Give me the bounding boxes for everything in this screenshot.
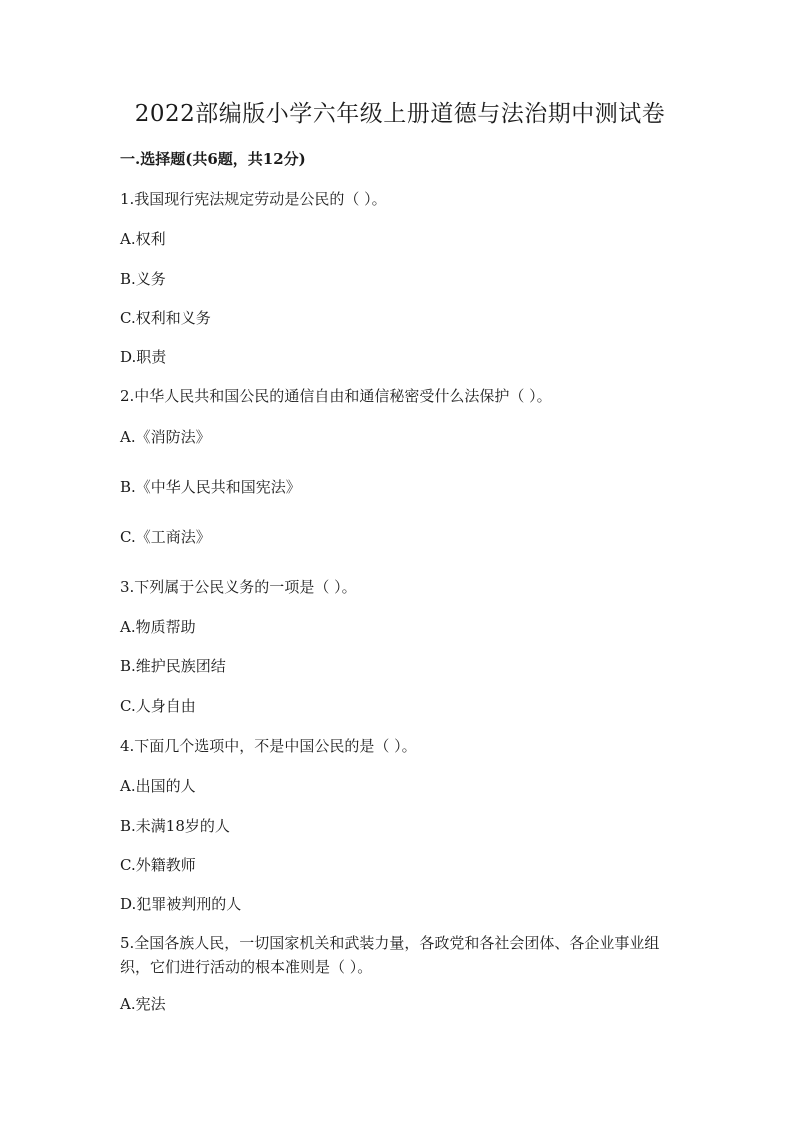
question-2-option-c: C.《工商法》	[120, 528, 211, 546]
question-2-option-b: B.《中华人民共和国宪法》	[120, 478, 301, 496]
question-3-option-a: A.物质帮助	[120, 618, 196, 636]
question-5-option-a: A.宪法	[120, 995, 166, 1013]
question-4-option-a: A.出国的人	[120, 777, 196, 795]
question-1-option-b: B.义务	[120, 270, 166, 288]
question-2-option-a: A.《消防法》	[120, 428, 211, 446]
question-4-stem: 4.下面几个选项中，不是中国公民的是（ ）。	[120, 737, 417, 755]
question-4-option-c: C.外籍教师	[120, 856, 196, 874]
question-1-stem: 1.我国现行宪法规定劳动是公民的（ ）。	[120, 190, 387, 208]
question-1-option-a: A.权利	[120, 230, 166, 248]
question-5-stem: 5.全国各族人民，一切国家机关和武装力量，各政党和各社会团体、各企业事业组织，它们进行活动的根本准则是（ ）。	[120, 934, 660, 976]
question-3-stem: 3.下列属于公民义务的一项是（ ）。	[120, 578, 357, 596]
question-3-option-c: C.人身自由	[120, 697, 196, 715]
document-title: 2022部编版小学六年级上册道德与法治期中测试卷	[134, 101, 666, 127]
question-2-stem: 2.中华人民共和国公民的通信自由和通信秘密受什么法保护（ ）。	[120, 387, 552, 405]
question-1-option-d: D.职责	[120, 348, 167, 366]
question-3-option-b: B.维护民族团结	[120, 657, 226, 675]
question-1-option-c: C.权利和义务	[120, 309, 211, 327]
question-4-option-b: B.未满18岁的人	[120, 817, 230, 835]
question-4-option-d: D.犯罪被判刑的人	[120, 895, 242, 913]
section-heading: 一.选择题(共6题，共12分)	[120, 150, 306, 168]
